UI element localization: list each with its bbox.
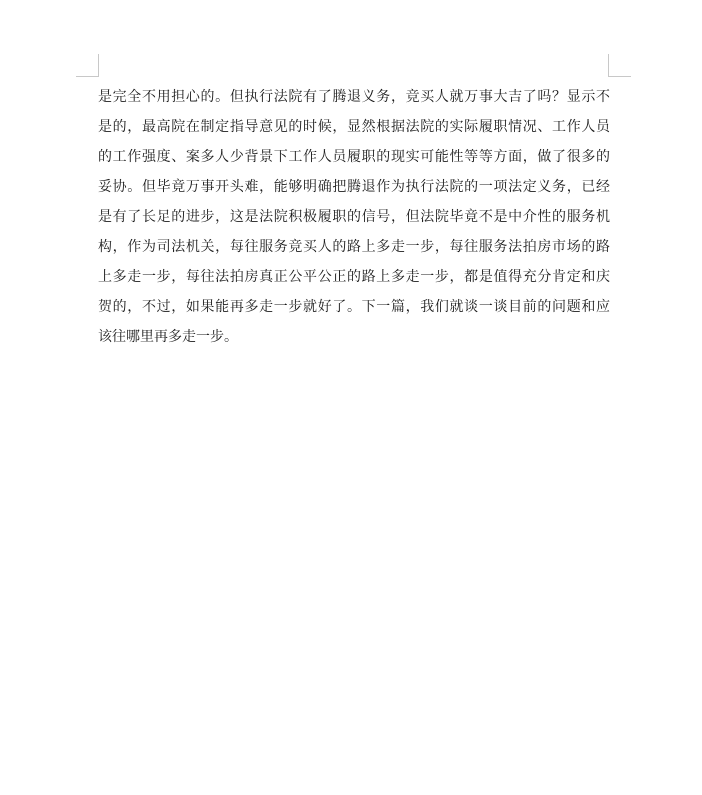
body-paragraph — [98, 82, 610, 352]
paragraph-line: 是完全不用担心的。但执行法院有了腾退义务，竞买人就万事大吉了吗？显示不 — [98, 89, 610, 105]
paragraph-line: 妥协。但毕竟万事开头难，能够明确把腾退作为执行法院的一项法定义务，已经 — [98, 179, 610, 195]
paragraph-line: 是有了长足的进步，这是法院积极履职的信号，但法院毕竟不是中介性的服务机 — [98, 209, 610, 225]
paragraph-line: 上多走一步，每往法拍房真正公平公正的路上多走一步，都是值得充分肯定和庆 — [98, 269, 610, 285]
paragraph-line: 该往哪里再多走一步。 — [98, 329, 238, 345]
paragraph-line: 构，作为司法机关，每往服务竞买人的路上多走一步，每往服务法拍房市场的路 — [98, 239, 610, 255]
paragraph-line: 的工作强度、案多人少背景下工作人员履职的现实可能性等等方面，做了很多的 — [98, 149, 610, 165]
paragraph-line: 是的，最高院在制定指导意见的时候，显然根据法院的实际履职情况、工作人员 — [98, 119, 610, 135]
paragraph-line: 贺的，不过，如果能再多走一步就好了。下一篇，我们就谈一谈目前的问题和应 — [98, 299, 610, 315]
top-right-margin-mark — [608, 54, 631, 77]
top-left-margin-mark — [76, 54, 99, 77]
